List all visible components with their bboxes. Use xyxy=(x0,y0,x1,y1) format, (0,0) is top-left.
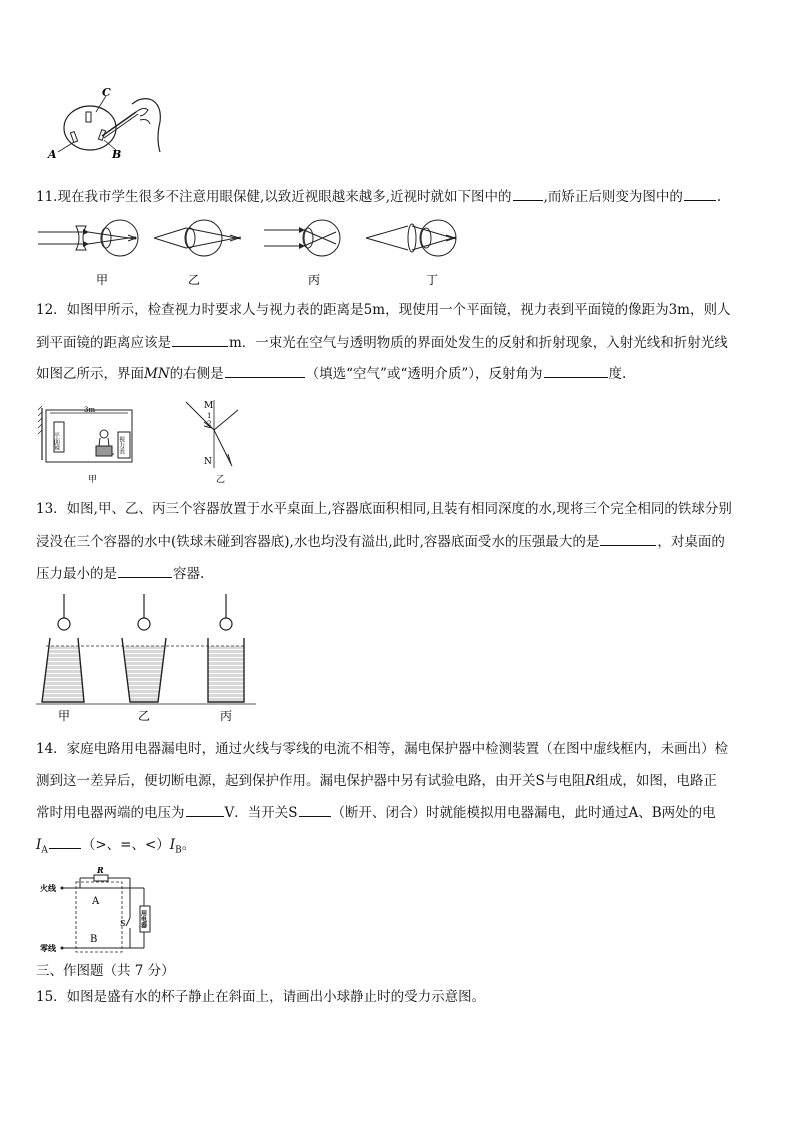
q12-figure-yi xyxy=(176,394,246,484)
q11-eye-figures xyxy=(36,218,476,290)
eye-jia xyxy=(38,220,138,256)
neutral-wire-label: 零线 xyxy=(40,943,56,953)
q12-line-1: 12．如图甲所示，检查视力时要求人与视力表的距离是5m，现使用一个平面镜，视力表到平面镜的像距为3m，则人 xyxy=(36,302,731,318)
q15-question: 15．如图是盛有水的杯子静止在斜面上，请画出小球静止时的受力示意图。 xyxy=(36,989,486,1005)
label-n: N xyxy=(204,457,212,467)
q14-line-2: 测到这一差异后，便切断电源，起到保护作用。漏电保护器中另有试验电路，由开关S与电阻R组成，如图，电路正 xyxy=(36,773,717,789)
resistor-label: R xyxy=(97,865,104,875)
q12-figure-jia xyxy=(36,400,146,486)
answer-blank[interactable] xyxy=(172,333,228,347)
label-c: C xyxy=(102,86,111,99)
point-b-label: B xyxy=(90,934,98,945)
caption-yi: 乙 xyxy=(188,273,201,287)
chart-label: 视力表 xyxy=(117,436,125,454)
answer-blank[interactable] xyxy=(225,364,305,378)
q13-line-1: 13．如图,甲、乙、丙三个容器放置于水平桌面上,容器底面积相同,且装有相同深度的水,现将三个完全相同的铁球分别 xyxy=(36,501,732,517)
switch-label: S xyxy=(120,919,126,928)
caption-yi: 乙 xyxy=(138,709,151,723)
q13-line-3: 压力最小的是 容器. xyxy=(36,566,205,582)
live-wire-label: 火线 xyxy=(40,883,56,893)
label-m: M xyxy=(204,401,214,411)
angle-2: 2 xyxy=(207,420,212,428)
q13-line-2: 浸没在三个容器的水中(铁球未碰到容器底),水也均没有溢出,此时,容器底面受水的压强最大的是 ，对桌面的 xyxy=(36,534,725,550)
angle-1: 1 xyxy=(207,412,212,420)
answer-blank[interactable] xyxy=(544,364,608,378)
eye-yi xyxy=(154,220,241,256)
mirror-label: 平面镜 xyxy=(52,432,60,450)
caption-jia: 甲 xyxy=(96,273,109,287)
q12-line-2: 到平面镜的距离应该是 m．一束光在空气与透明物质的界面处发生的反射和折射现象，入射光线和折射光线 xyxy=(36,335,728,351)
q14-line-1: 14．家庭电路用电器漏电时，通过火线与零线的电流不相等，漏电保护器中检测装置（在图中虚线框内，未画出）检 xyxy=(36,741,729,757)
q12-line-3: 如图乙所示，界面MN的右侧是 （填选“空气”或“透明介质”），反射角为 度. xyxy=(36,366,627,382)
point-a-label: A xyxy=(92,896,100,907)
section-title: 三、作图题（共 7 分） xyxy=(36,963,175,979)
caption-yi: 乙 xyxy=(216,475,226,485)
caption-jia: 甲 xyxy=(58,709,71,723)
eye-ding xyxy=(366,220,456,256)
label-a: A xyxy=(48,148,57,161)
q14-line-4: $I_A$ （>、=、$<)I_B$。 xyxy=(36,837,196,856)
answer-blank[interactable] xyxy=(118,564,172,578)
q14-circuit-figure xyxy=(40,866,160,958)
dist-label: 3m xyxy=(84,406,96,414)
q14-line-3: 常时用电器两端的电压为 V．当开关S （断开、闭合）时就能模拟用电器漏电，此时通过A、B两处的电 xyxy=(36,805,716,821)
q13-containers-figure xyxy=(36,594,256,724)
q10-figure xyxy=(44,86,174,166)
answer-blank[interactable] xyxy=(600,532,656,546)
eye-bing xyxy=(264,220,340,256)
label-b: B xyxy=(112,148,122,161)
answer-blank[interactable] xyxy=(49,835,81,849)
q11-question: 11.现在我市学生很多不注意用眼保健,以致近视眼越来越多,近视时就如下图中的 ,而矫正后则变为图中的 . xyxy=(36,189,722,205)
answer-blank[interactable] xyxy=(299,803,331,817)
answer-blank[interactable] xyxy=(186,803,224,817)
caption-bing: 丙 xyxy=(220,709,233,723)
caption-bing: 丙 xyxy=(308,273,321,287)
caption-ding: 丁 xyxy=(426,273,439,287)
caption-jia: 甲 xyxy=(88,475,98,485)
answer-blank[interactable] xyxy=(513,187,543,201)
answer-blank[interactable] xyxy=(684,187,716,201)
appliance-label: 用电器 xyxy=(139,910,147,928)
